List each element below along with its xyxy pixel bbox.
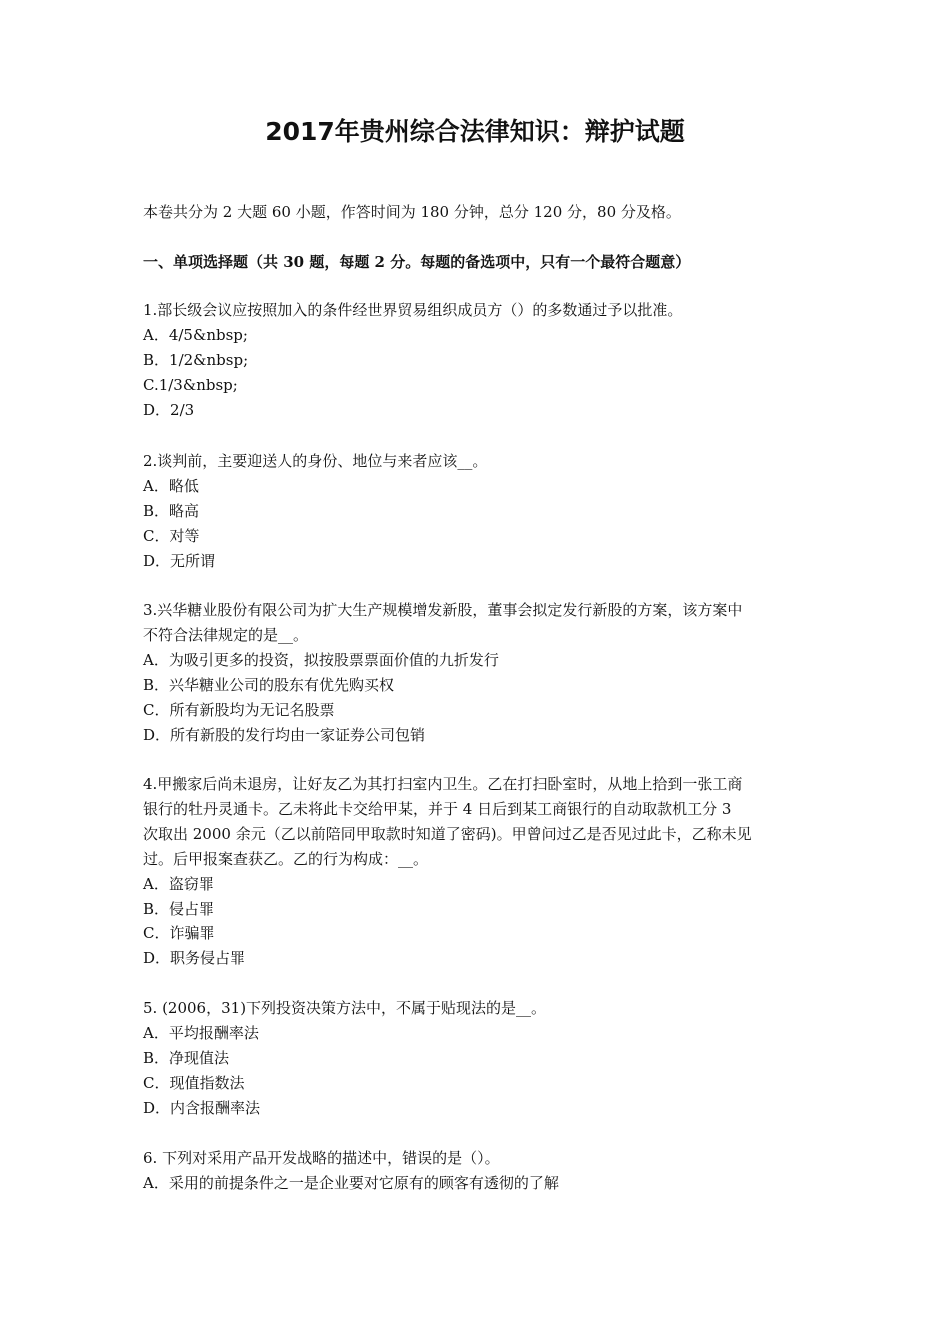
stem-line: 2.谈判前，主要迎送人的身份、地位与来者应该__。 xyxy=(143,452,488,470)
stem-line: 3.兴华糖业股份有限公司为扩大生产规模增发新股，董事会拟定发行新股的方案，该方案中 xyxy=(143,601,743,619)
option-d: D．职务侵占罪 xyxy=(143,949,246,968)
stem-line: 5. (2006，31)下列投资决策方法中，不属于贴现法的是__。 xyxy=(143,999,547,1017)
question-5 xyxy=(143,996,818,1121)
exam-intro: 本卷共分为 2 大题 60 小题，作答时间为 180 分钟，总分 120 分，80 分及格。 xyxy=(143,203,681,221)
question-stem xyxy=(143,449,818,474)
option-a: A．采用的前提条件之一是企业要对它原有的顾客有透彻的了解 xyxy=(143,1173,559,1192)
question-stem xyxy=(143,598,818,648)
question-4 xyxy=(143,772,818,971)
option-d: D．所有新股的发行均由一家证券公司包销 xyxy=(143,725,426,744)
option-a: A．为吸引更多的投资，拟按股票票面价值的九折发行 xyxy=(143,650,499,669)
option-b: B．1/2&nbsp; xyxy=(143,350,249,369)
option-a: A．平均报酬率法 xyxy=(143,1023,259,1042)
option-b: B．净现值法 xyxy=(143,1048,230,1067)
option-c: C．现值指数法 xyxy=(143,1073,245,1092)
option-c: C．对等 xyxy=(143,526,200,545)
question-stem xyxy=(143,996,818,1021)
question-stem xyxy=(143,298,818,323)
question-2 xyxy=(143,449,818,574)
option-b: B．略高 xyxy=(143,501,200,520)
stem-line: 不符合法律规定的是__。 xyxy=(143,625,309,644)
stem-line: 银行的牡丹灵通卡。乙未将此卡交给甲某，并于 4 日后到某工商银行的自动取款机工分 3 xyxy=(143,799,732,818)
question-6 xyxy=(143,1146,818,1196)
section-heading: 一、单项选择题（共 30 题，每题 2 分。每题的备选项中，只有一个最符合题意） xyxy=(143,253,691,271)
option-c: C．诈骗罪 xyxy=(143,924,215,943)
option-b: B．兴华糖业公司的股东有优先购买权 xyxy=(143,675,395,694)
stem-line: 次取出 2000 余元（乙以前陪同甲取款时知道了密码)。甲曾问过乙是否见过此卡，乙称未见 xyxy=(143,824,752,843)
option-a: A．盗窃罪 xyxy=(143,874,214,893)
option-d: D．2/3 xyxy=(143,400,195,419)
stem-line: 1.部长级会议应按照加入的条件经世界贸易组织成员方（）的多数通过予以批准。 xyxy=(143,301,683,319)
question-stem xyxy=(143,772,818,872)
stem-line: 4.甲搬家后尚未退房，让好友乙为其打扫室内卫生。乙在打扫卧室时，从地上拾到一张工商 xyxy=(143,775,743,793)
question-1 xyxy=(143,298,818,423)
option-d: D．内含报酬率法 xyxy=(143,1098,261,1117)
stem-line: 过。后甲报案查获乙。乙的行为构成：__。 xyxy=(143,849,429,868)
option-a: A．4/5&nbsp; xyxy=(143,325,248,344)
question-3 xyxy=(143,598,818,747)
option-d: D．无所谓 xyxy=(143,551,216,570)
question-stem xyxy=(143,1146,818,1171)
option-c: C．所有新股均为无记名股票 xyxy=(143,700,335,719)
stem-line: 6. 下列对采用产品开发战略的描述中，错误的是（）。 xyxy=(143,1149,500,1167)
option-c: C.1/3&nbsp; xyxy=(143,375,238,394)
option-a: A．略低 xyxy=(143,476,199,495)
option-b: B．侵占罪 xyxy=(143,899,215,918)
document-title: 2017年贵州综合法律知识：辩护试题 xyxy=(265,117,685,146)
